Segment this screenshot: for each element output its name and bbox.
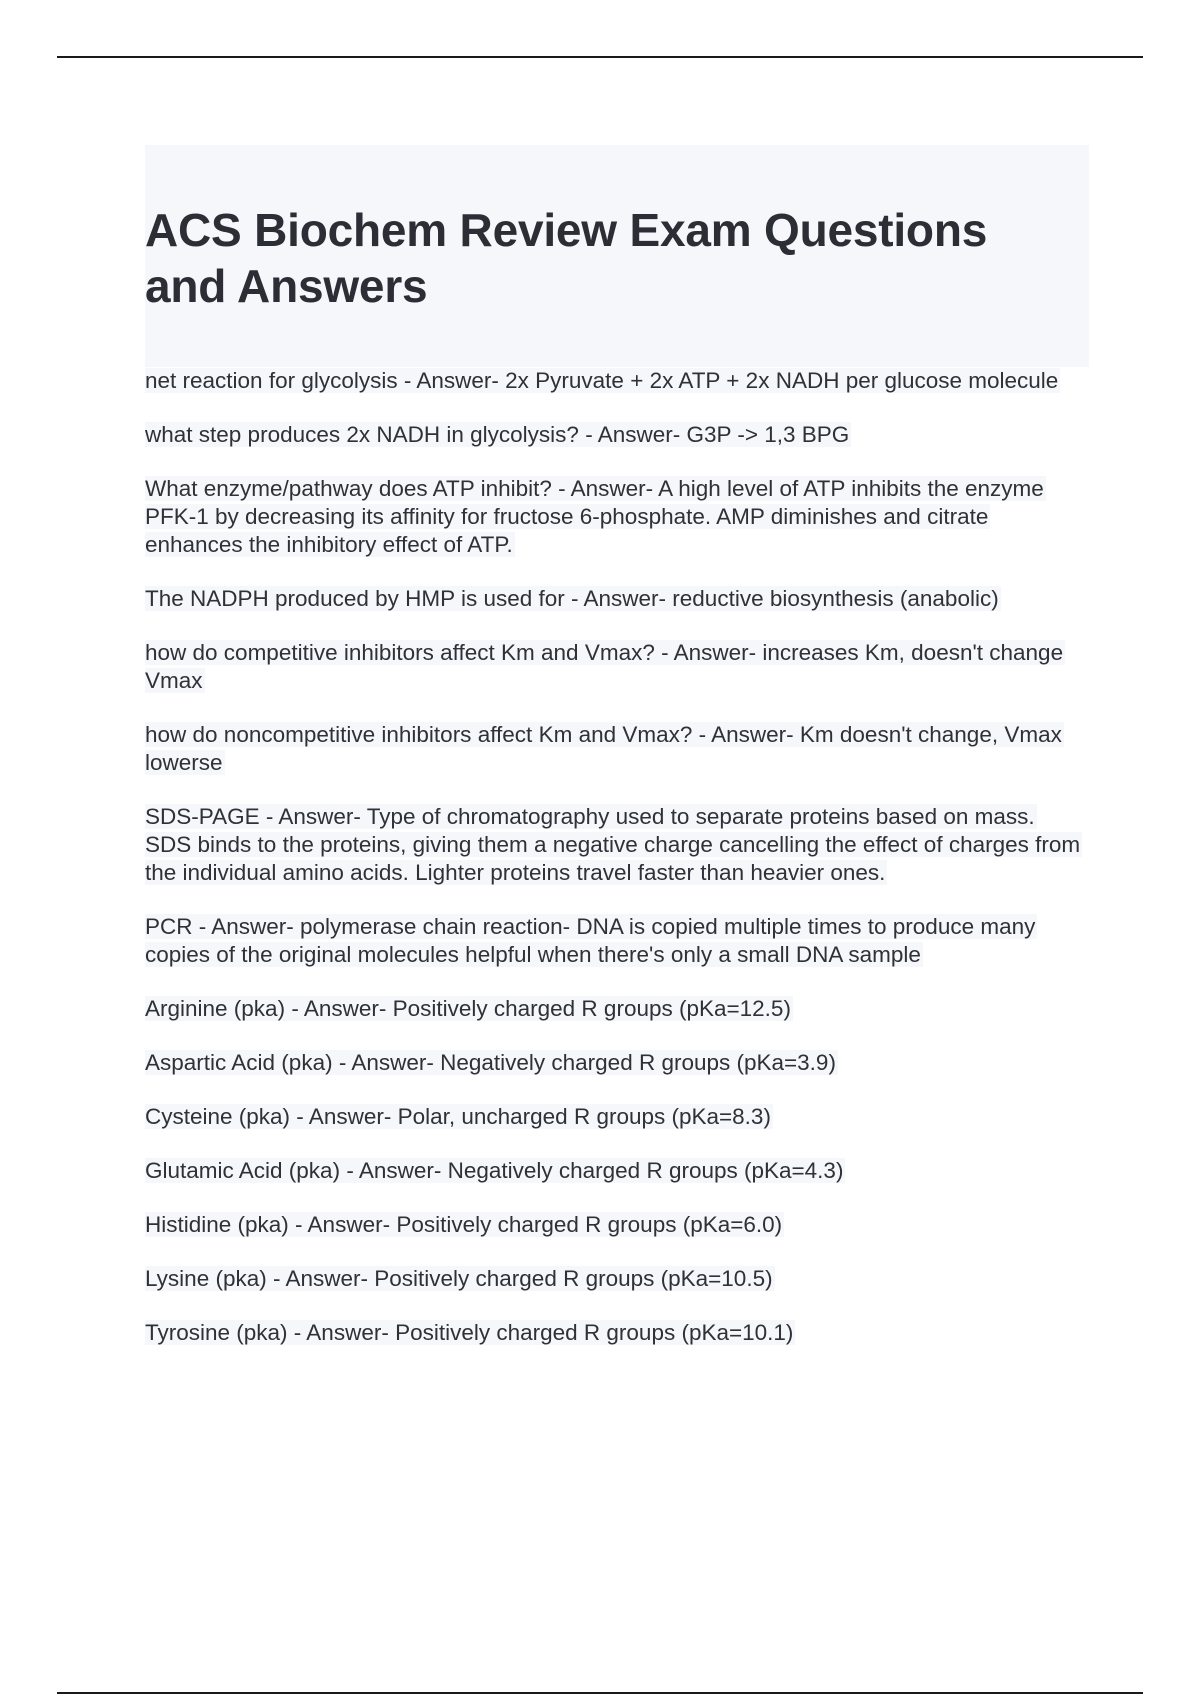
qa-text: Lysine (pka) - Answer- Positively charged R groups (pKa=10.5) <box>145 1266 773 1291</box>
bottom-rule <box>57 1692 1143 1694</box>
qa-text: The NADPH produced by HMP is used for - Answer- reductive biosynthesis (anabolic) <box>145 586 999 611</box>
qa-text: Cysteine (pka) - Answer- Polar, uncharged R groups (pKa=8.3) <box>145 1104 771 1129</box>
qa-text: SDS-PAGE - Answer- Type of chromatography used to separate proteins based on mass. SDS binds to the proteins, giving them a negative charge cancelling the effect of charges from the individual amino acids. Lighter proteins travel faster than heavier ones. <box>145 804 1081 885</box>
qa-item <box>145 1157 1085 1185</box>
qa-text: what step produces 2x NADH in glycolysis? - Answer- G3P -> 1,3 BPG <box>145 422 850 447</box>
document-title: ACS Biochem Review Exam Questions and Answers <box>145 204 988 312</box>
qa-text: Histidine (pka) - Answer- Positively charged R groups (pKa=6.0) <box>145 1212 783 1237</box>
qa-item <box>145 475 1085 559</box>
qa-item <box>145 1319 1085 1347</box>
qa-item <box>145 585 1085 613</box>
qa-list <box>145 367 1085 1373</box>
qa-text: What enzyme/pathway does ATP inhibit? - Answer- A high level of ATP inhibits the enzyme PFK-1 by decreasing its affinity for fructose 6-phosphate. AMP diminishes and citrate enhances the inhibitory effect of ATP. <box>145 476 1044 557</box>
qa-item <box>145 1211 1085 1239</box>
qa-text: how do noncompetitive inhibitors affect Km and Vmax? - Answer- Km doesn't change, Vmax lowerse <box>145 722 1062 775</box>
qa-text: Tyrosine (pka) - Answer- Positively charged R groups (pKa=10.1) <box>145 1320 794 1345</box>
qa-item <box>145 995 1085 1023</box>
top-rule <box>57 56 1143 58</box>
qa-item <box>145 913 1085 969</box>
qa-text: Glutamic Acid (pka) - Answer- Negatively charged R groups (pKa=4.3) <box>145 1158 844 1183</box>
qa-item <box>145 721 1085 777</box>
qa-item <box>145 803 1085 887</box>
qa-item <box>145 367 1085 395</box>
qa-item <box>145 639 1085 695</box>
qa-item <box>145 1049 1085 1077</box>
qa-text: Arginine (pka) - Answer- Positively charged R groups (pKa=12.5) <box>145 996 791 1021</box>
qa-text: how do competitive inhibitors affect Km and Vmax? - Answer- increases Km, doesn't change Vmax <box>145 640 1064 693</box>
qa-text: PCR - Answer- polymerase chain reaction- DNA is copied multiple times to produce many copies of the original molecules helpful when there's only a small DNA sample <box>145 914 1036 967</box>
qa-text: Aspartic Acid (pka) - Answer- Negatively charged R groups (pKa=3.9) <box>145 1050 836 1075</box>
qa-item <box>145 421 1085 449</box>
qa-text: net reaction for glycolysis - Answer- 2x Pyruvate + 2x ATP + 2x NADH per glucose molecule <box>145 368 1059 393</box>
qa-item <box>145 1265 1085 1293</box>
qa-item <box>145 1103 1085 1131</box>
